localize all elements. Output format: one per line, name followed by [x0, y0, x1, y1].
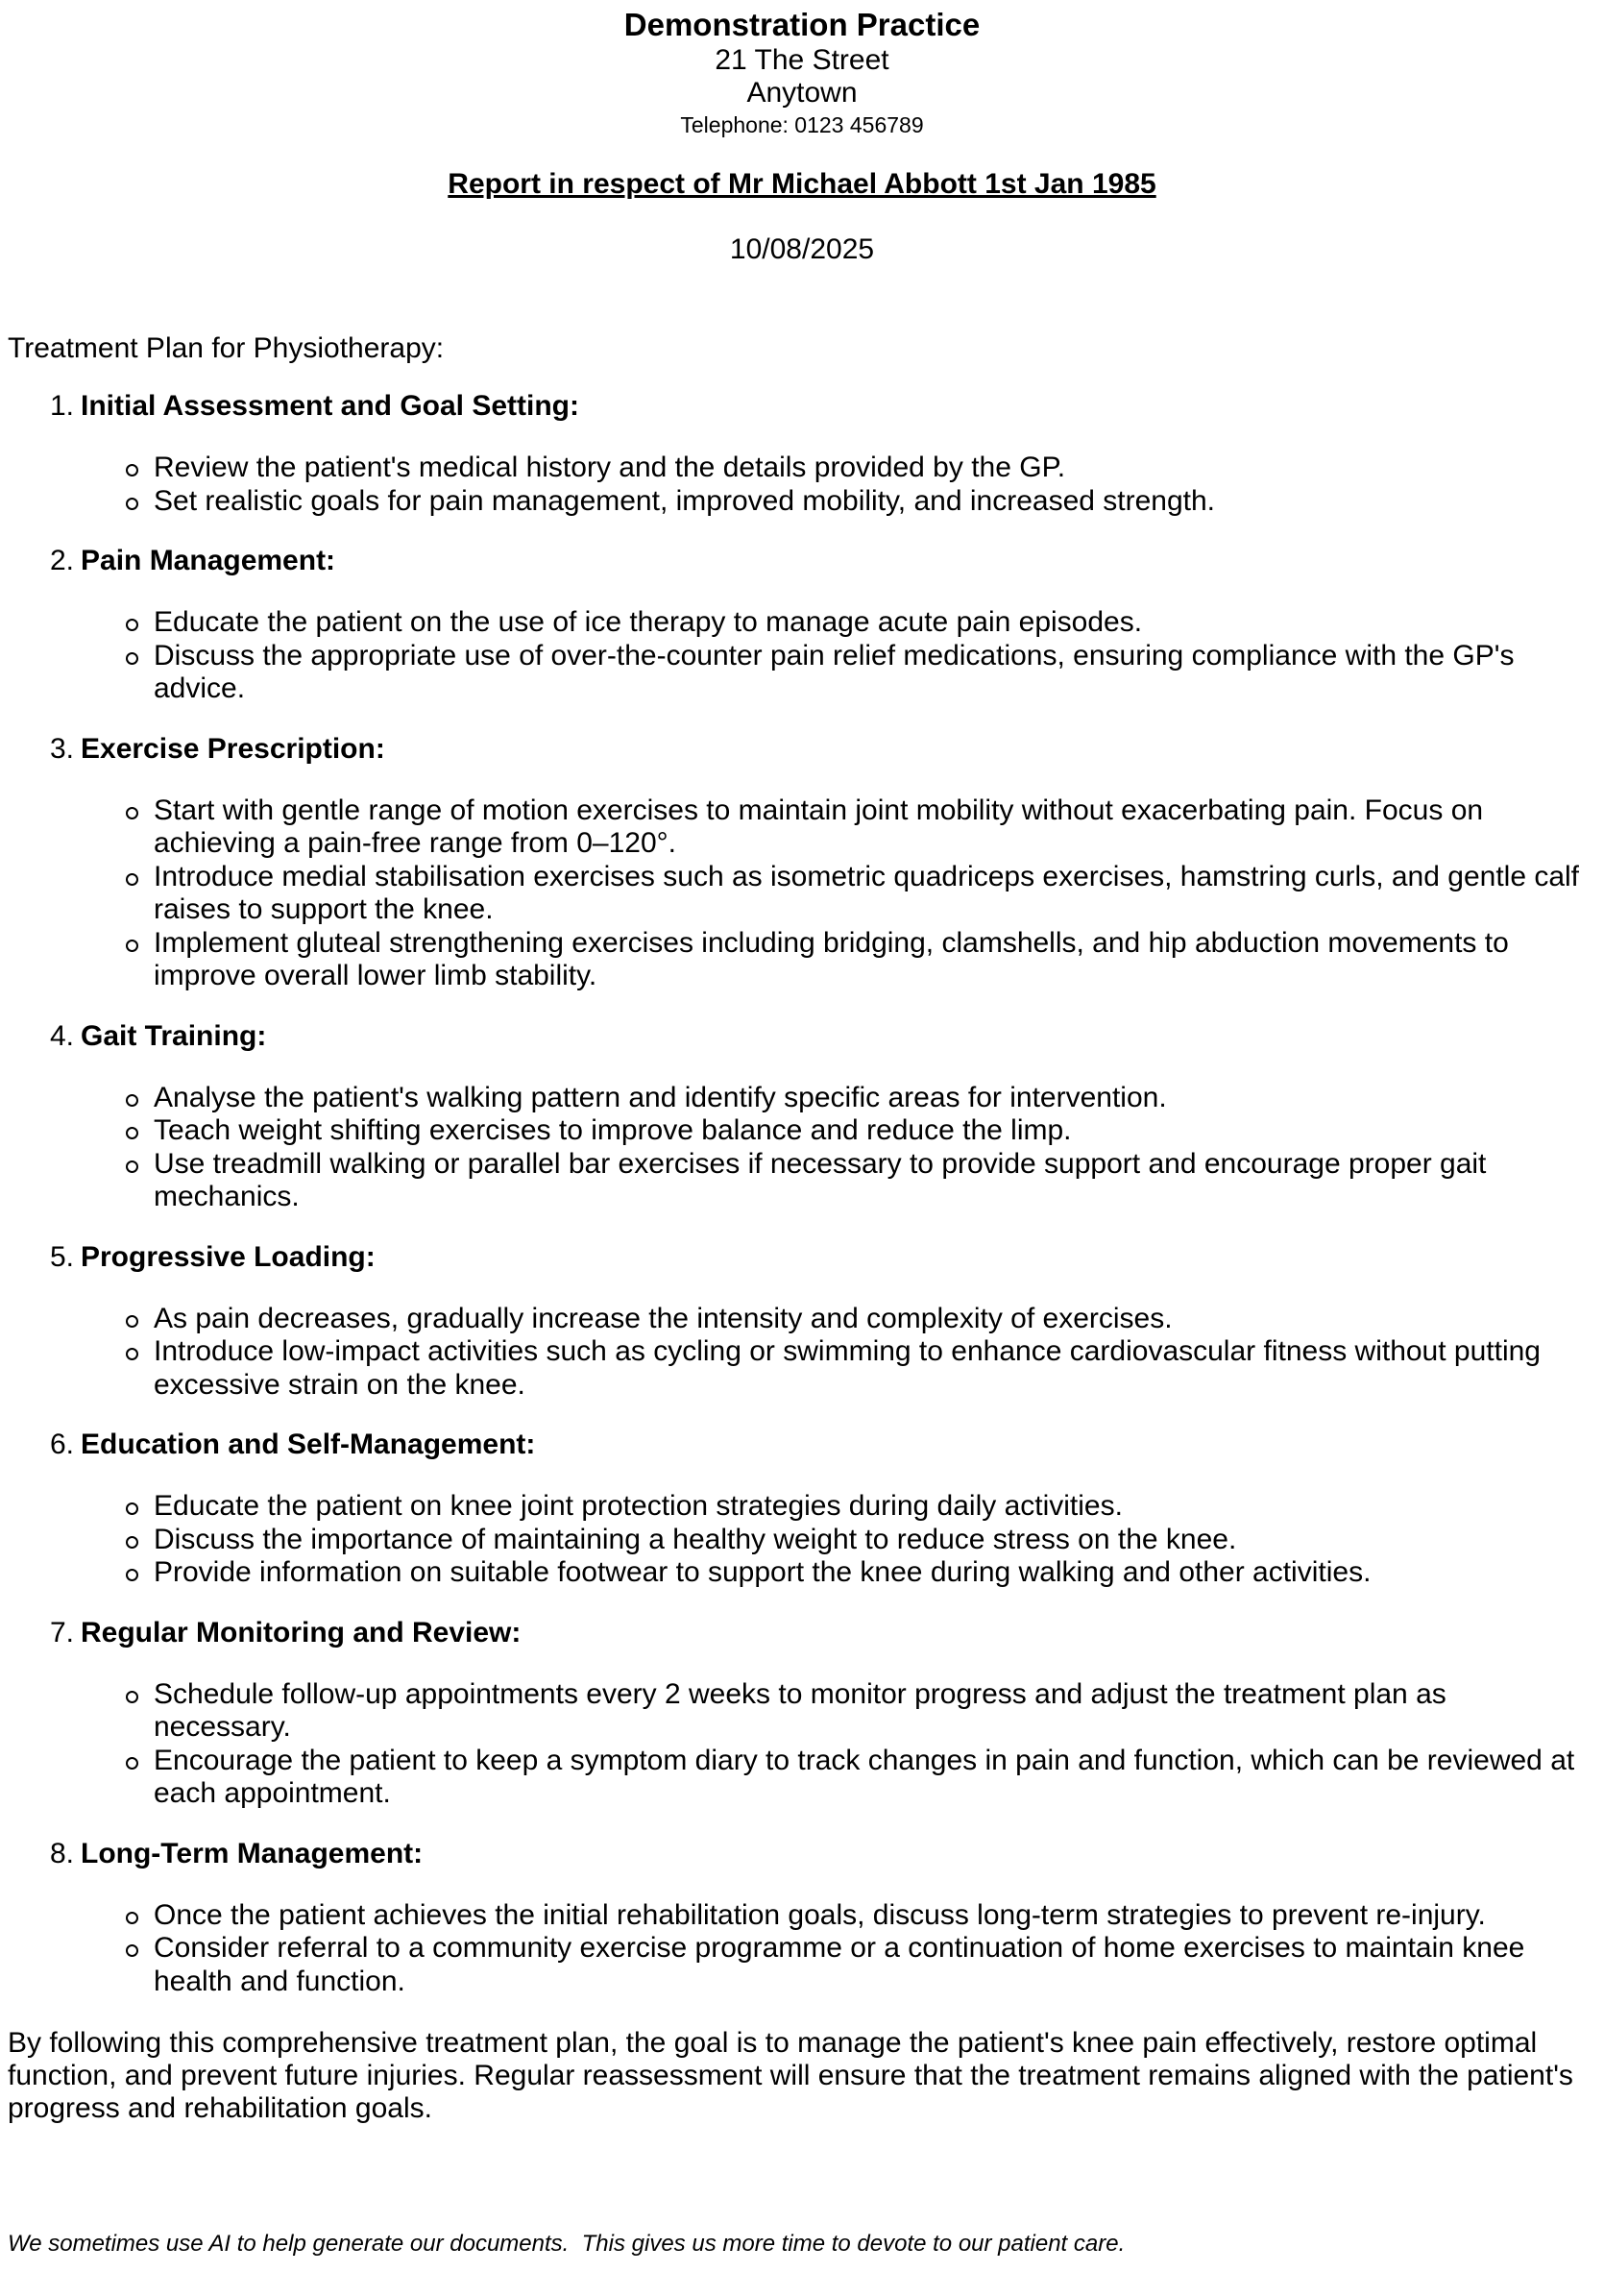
- circle-bullet-icon: [126, 1348, 138, 1360]
- section-points: [81, 452, 1596, 518]
- report-date: 10/08/2025: [729, 233, 875, 265]
- point-text: Implement gluteal strengthening exercises including bridging, clamshells, and hip abduction movements to improve overall lower limb stability.: [154, 926, 1509, 991]
- circle-bullet-icon: [126, 1691, 138, 1703]
- circle-bullet-icon: [126, 1912, 138, 1924]
- circle-bullet-icon: [126, 619, 138, 631]
- point-text: Introduce low-impact activities such as cycling or swimming to enhance cardiovascular fitness without putting excessive strain on the knee.: [154, 1335, 1541, 1401]
- point-text: Encourage the patient to keep a symptom diary to track changes in pain and function, which can be reviewed at each appointment.: [154, 1744, 1575, 1809]
- point-text: Review the patient's medical history and the details provided by the GP.: [154, 452, 1066, 483]
- plan-section: [50, 1616, 1596, 1811]
- report-body: [0, 332, 1604, 2125]
- plan-section: [50, 545, 1596, 706]
- telephone-line: Telephone: 0123 456789: [680, 112, 924, 137]
- point-text: Educate the patient on knee joint protection strategies during daily activities.: [154, 1490, 1123, 1522]
- list-item: [154, 606, 1589, 640]
- plan-section: [50, 1429, 1596, 1590]
- circle-bullet-icon: [126, 807, 138, 819]
- circle-bullet-icon: [126, 940, 138, 952]
- section-points: [81, 1082, 1596, 1214]
- section-heading: Gait Training:: [81, 1019, 267, 1052]
- point-text: Once the patient achieves the initial rehabilitation goals, discuss long-term strategies to prevent re-injury.: [154, 1898, 1486, 1931]
- circle-bullet-icon: [126, 1944, 138, 1957]
- plan-section: [50, 1019, 1596, 1214]
- section-number: 3.: [50, 732, 75, 765]
- section-points: [81, 1899, 1596, 1999]
- plan-section: [50, 1240, 1596, 1403]
- list-item: [154, 1932, 1589, 1998]
- list-item: [154, 1524, 1589, 1557]
- list-item: [154, 1303, 1589, 1336]
- point-text: As pain decreases, gradually increase the intensity and complexity of exercises.: [154, 1302, 1173, 1334]
- list-item: [154, 927, 1589, 993]
- list-item: [154, 1148, 1589, 1214]
- list-item: [154, 1335, 1589, 1402]
- plan-intro: Treatment Plan for Physiotherapy:: [8, 332, 445, 364]
- circle-bullet-icon: [126, 1315, 138, 1328]
- section-number: 1.: [50, 390, 75, 422]
- point-text: Start with gentle range of motion exercises to maintain joint mobility without exacerbating pain. Focus on achieving a pain-free range from 0–120°.: [154, 794, 1484, 859]
- section-number: 5.: [50, 1240, 75, 1273]
- circle-bullet-icon: [126, 498, 138, 510]
- section-number: 4.: [50, 1019, 75, 1052]
- circle-bullet-icon: [126, 1502, 138, 1515]
- point-text: Use treadmill walking or parallel bar exercises if necessary to provide support and encourage proper gait mechanics.: [154, 1147, 1487, 1212]
- treatment-plan-list: [8, 390, 1596, 1998]
- list-item: [154, 1490, 1589, 1524]
- section-number: 8.: [50, 1837, 75, 1869]
- circle-bullet-icon: [126, 1536, 138, 1549]
- list-item: [154, 452, 1589, 485]
- plan-conclusion: By following this comprehensive treatment plan, the goal is to manage the patient's knee pain effectively, restore optimal function, and prevent future injuries. Regular reassessment will ensure that the treatment remains aligned with the patient's progress and rehabilitation goals.: [8, 2027, 1573, 2124]
- report-title: Report in respect of Mr Michael Abbott 1st Jan 1985: [448, 168, 1156, 200]
- section-number: 2.: [50, 545, 75, 576]
- point-text: Discuss the appropriate use of over-the-counter pain relief medications, ensuring compliance with the GP's advice.: [154, 639, 1515, 704]
- circle-bullet-icon: [126, 464, 138, 476]
- section-heading: Education and Self-Management:: [81, 1429, 536, 1460]
- point-text: Teach weight shifting exercises to improve balance and reduce the limp.: [154, 1114, 1072, 1146]
- practice-name: Demonstration Practice: [623, 7, 981, 42]
- list-item: [154, 1114, 1589, 1148]
- address-line-2: Anytown: [746, 77, 858, 109]
- circle-bullet-icon: [126, 1757, 138, 1770]
- list-item: [154, 1556, 1589, 1590]
- section-number: 7.: [50, 1616, 75, 1649]
- point-text: Consider referral to a community exercise programme or a continuation of home exercises to maintain knee health and function.: [154, 1932, 1525, 1997]
- point-text: Introduce medial stabilisation exercises such as isometric quadriceps exercises, hamstring curls, and gentle calf raises to support the knee.: [154, 860, 1580, 925]
- section-points: [81, 1490, 1596, 1590]
- point-text: Provide information on suitable footwear to support the knee during walking and other activities.: [154, 1556, 1372, 1588]
- ai-disclaimer: We sometimes use AI to help generate our documents. This gives us more time to devote to our patient care.: [8, 2231, 1126, 2257]
- section-heading: Initial Assessment and Goal Setting:: [81, 390, 579, 422]
- point-text: Discuss the importance of maintaining a healthy weight to reduce stress on the knee.: [154, 1523, 1237, 1555]
- point-text: Educate the patient on the use of ice therapy to manage acute pain episodes.: [154, 606, 1143, 638]
- circle-bullet-icon: [126, 1094, 138, 1107]
- list-item: [154, 1899, 1589, 1933]
- section-points: [81, 1303, 1596, 1403]
- section-points: [81, 1678, 1596, 1811]
- plan-section: [50, 390, 1596, 518]
- section-heading: Pain Management:: [81, 545, 336, 576]
- point-text: Set realistic goals for pain management, improved mobility, and increased strength.: [154, 484, 1216, 517]
- section-heading: Exercise Prescription:: [81, 732, 385, 765]
- list-item: [154, 1082, 1589, 1115]
- section-heading: Regular Monitoring and Review:: [81, 1616, 522, 1649]
- section-points: [81, 606, 1596, 706]
- circle-bullet-icon: [126, 1127, 138, 1139]
- circle-bullet-icon: [126, 873, 138, 886]
- list-item: [154, 1678, 1589, 1745]
- list-item: [154, 861, 1589, 927]
- section-heading: Progressive Loading:: [81, 1240, 376, 1273]
- point-text: Schedule follow-up appointments every 2 weeks to monitor progress and adjust the treatment plan as necessary.: [154, 1677, 1446, 1743]
- circle-bullet-icon: [126, 1160, 138, 1173]
- section-points: [81, 794, 1596, 993]
- circle-bullet-icon: [126, 1569, 138, 1581]
- section-number: 6.: [50, 1429, 75, 1460]
- address-line-1: 21 The Street: [715, 44, 889, 76]
- plan-section: [50, 732, 1596, 993]
- plan-section: [50, 1837, 1596, 1999]
- list-item: [154, 640, 1589, 706]
- letterhead: [0, 0, 1604, 140]
- point-text: Analyse the patient's walking pattern and identify specific areas for intervention.: [154, 1081, 1167, 1113]
- circle-bullet-icon: [126, 652, 138, 665]
- list-item: [154, 1745, 1589, 1811]
- list-item: [154, 794, 1589, 861]
- list-item: [154, 485, 1589, 519]
- section-heading: Long-Term Management:: [81, 1837, 424, 1869]
